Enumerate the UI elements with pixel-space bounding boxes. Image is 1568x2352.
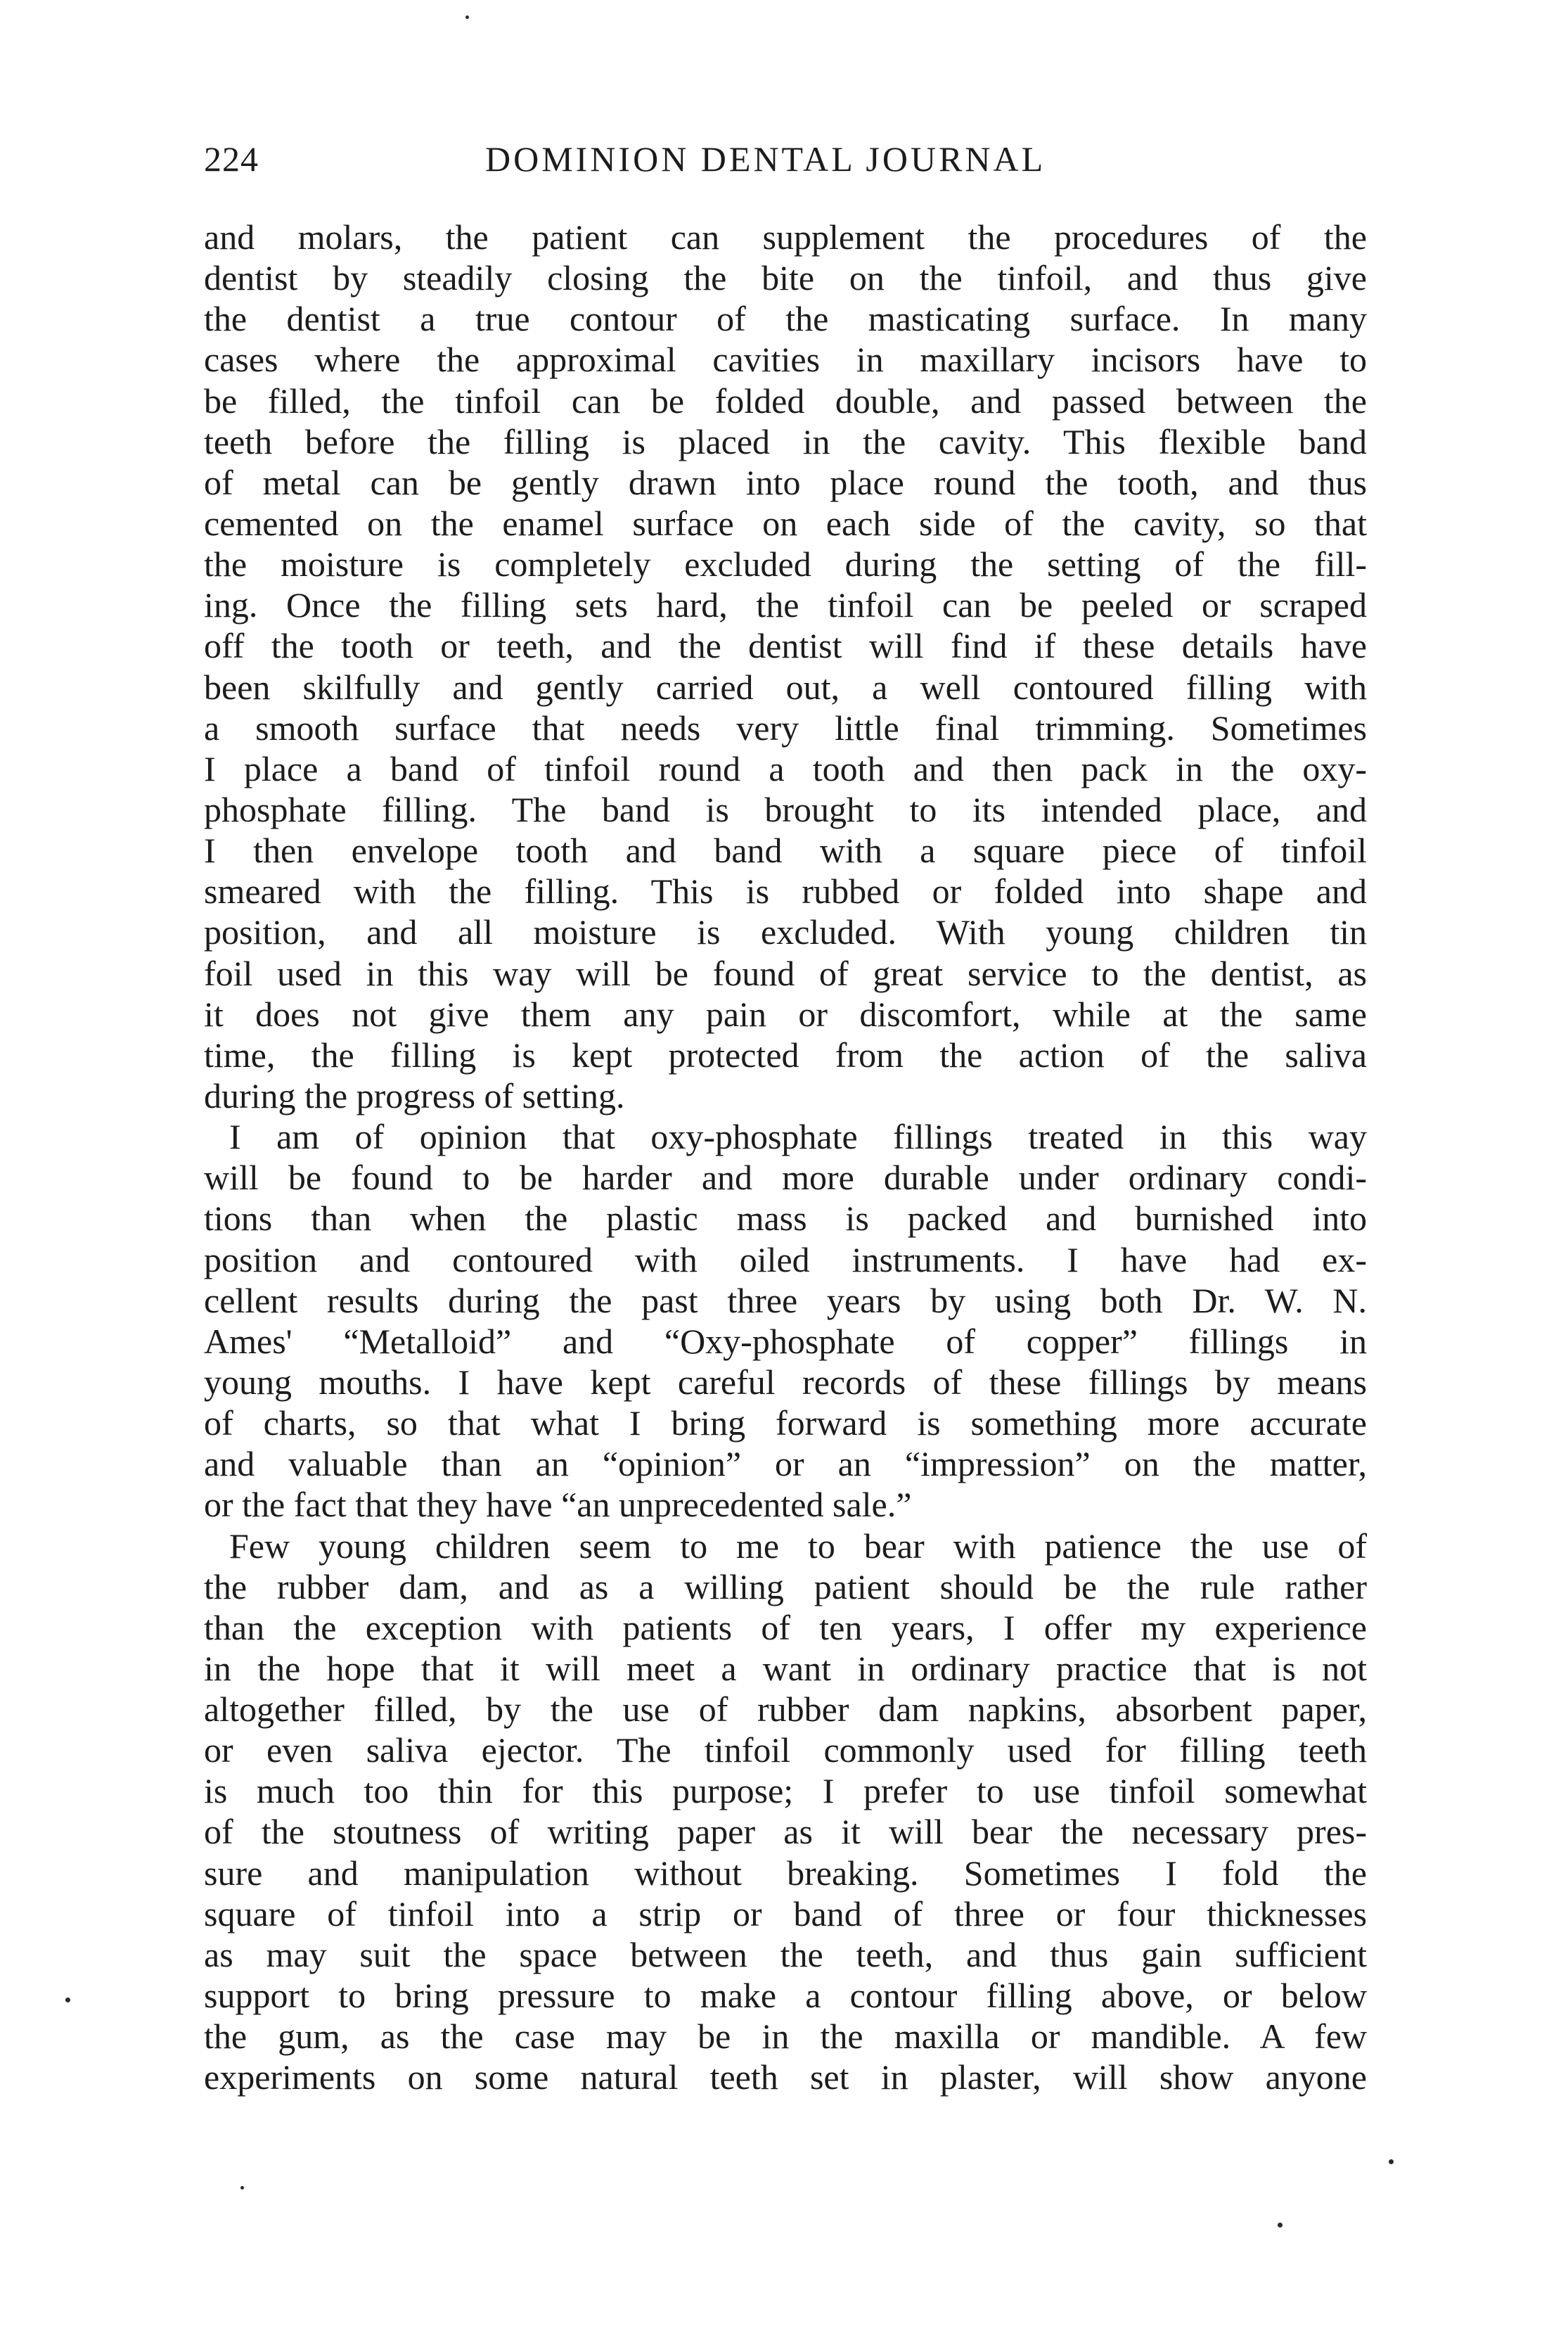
- text-line: position, and all moisture is excluded. With young children tin: [204, 912, 1367, 952]
- text-line: of metal can be gently drawn into place round the tooth, and thus: [204, 462, 1367, 502]
- text-line: than the exception with patients of ten years, I offer my experience: [204, 1607, 1367, 1647]
- text-line: off the tooth or teeth, and the dentist will find if these details have: [204, 626, 1367, 666]
- text-line: during the progress of setting.: [204, 1075, 625, 1116]
- text-line: Ames' “Metalloid” and “Oxy-phosphate of copper” fillings in: [204, 1321, 1367, 1361]
- text-line: a smooth surface that needs very little final trimming. Sometimes: [204, 708, 1367, 748]
- text-line: as may suit the space between the teeth, and thus gain sufficient: [204, 1934, 1367, 1974]
- text-line: in the hope that it will meet a want in ordinary practice that is not: [204, 1648, 1367, 1688]
- text-line: been skilfully and gently carried out, a well contoured filling with: [204, 667, 1367, 707]
- text-line: time, the filling is kept protected from the action of the saliva: [204, 1035, 1367, 1075]
- text-line: altogether filled, by the use of rubber dam napkins, absorbent paper,: [204, 1689, 1367, 1730]
- text-line: teeth before the filling is placed in the cavity. This flexible band: [204, 421, 1367, 461]
- text-line: it does not give them any pain or discomfort, while at the same: [204, 994, 1367, 1034]
- scan-speck: [1278, 2223, 1283, 2228]
- text-line: smeared with the filling. This is rubbed or folded into shape and: [204, 871, 1367, 912]
- text-line: dentist by steadily closing the bite on the tinfoil, and thus give: [204, 258, 1367, 298]
- text-line: position and contoured with oiled instruments. I have had ex-: [204, 1239, 1367, 1279]
- text-line: Few young children seem to me to bear with patience the use of: [229, 1526, 1367, 1566]
- text-line: and molars, the patient can supplement the procedures of the: [204, 217, 1367, 257]
- text-line: and valuable than an “opinion” or an “impression” on the matter,: [204, 1444, 1367, 1484]
- page-number: 224: [204, 139, 259, 179]
- text-line: the moisture is completely excluded during the setting of the fill-: [204, 544, 1367, 584]
- text-line: is much too thin for this purpose; I prefer to use tinfoil somewhat: [204, 1771, 1367, 1811]
- text-line: young mouths. I have kept careful records of these fillings by means: [204, 1362, 1367, 1402]
- text-line: phosphate filling. The band is brought to its intended place, and: [204, 789, 1367, 829]
- text-line: cemented on the enamel surface on each side of the cavity, so that: [204, 503, 1367, 543]
- text-line: cases where the approximal cavities in maxillary incisors have to: [204, 340, 1367, 380]
- text-line: square of tinfoil into a strip or band of three or four thicknesses: [204, 1893, 1367, 1934]
- text-line: I then envelope tooth and band with a square piece of tinfoil: [204, 831, 1367, 871]
- text-line: experiments on some natural teeth set in plaster, will show anyone: [204, 2057, 1367, 2097]
- text-line: of the stoutness of writing paper as it will bear the necessary pres-: [204, 1812, 1367, 1852]
- text-line: I place a band of tinfoil round a tooth and then pack in the oxy-: [204, 748, 1367, 788]
- text-line: the rubber dam, and as a willing patient should be the rule rather: [204, 1566, 1367, 1606]
- text-line: or the fact that they have “an unprecedented sale.”: [204, 1485, 912, 1525]
- scan-speck: [65, 1998, 70, 2002]
- running-head: [204, 134, 1357, 184]
- article-body: [204, 217, 1367, 2097]
- text-line: the dentist a true contour of the masticating surface. In many: [204, 299, 1367, 339]
- text-line: of charts, so that what I bring forward is something more accurate: [204, 1403, 1367, 1443]
- scan-speck: [240, 2186, 244, 2190]
- text-line: tions than when the plastic mass is packed and burnished into: [204, 1199, 1367, 1239]
- text-line: or even saliva ejector. The tinfoil commonly used for filling teeth: [204, 1730, 1367, 1770]
- text-line: cellent results during the past three years by using both Dr. W. N.: [204, 1280, 1367, 1320]
- text-line: be filled, the tinfoil can be folded double, and passed between the: [204, 381, 1367, 421]
- text-line: will be found to be harder and more durable under ordinary condi-: [204, 1158, 1367, 1198]
- scan-speck: [1389, 2159, 1394, 2164]
- text-line: ing. Once the filling sets hard, the tinfoil can be peeled or scraped: [204, 585, 1367, 625]
- text-line: the gum, as the case may be in the maxilla or mandible. A few: [204, 2017, 1367, 2057]
- text-line: sure and manipulation without breaking. Sometimes I fold the: [204, 1853, 1367, 1893]
- text-line: support to bring pressure to make a contour filling above, or below: [204, 1976, 1367, 2016]
- text-line: foil used in this way will be found of great service to the dentist, as: [204, 953, 1367, 993]
- text-line: I am of opinion that oxy-phosphate fillings treated in this way: [229, 1117, 1367, 1157]
- journal-title: DOMINION DENTAL JOURNAL: [485, 139, 1046, 179]
- scan-speck: [465, 15, 469, 19]
